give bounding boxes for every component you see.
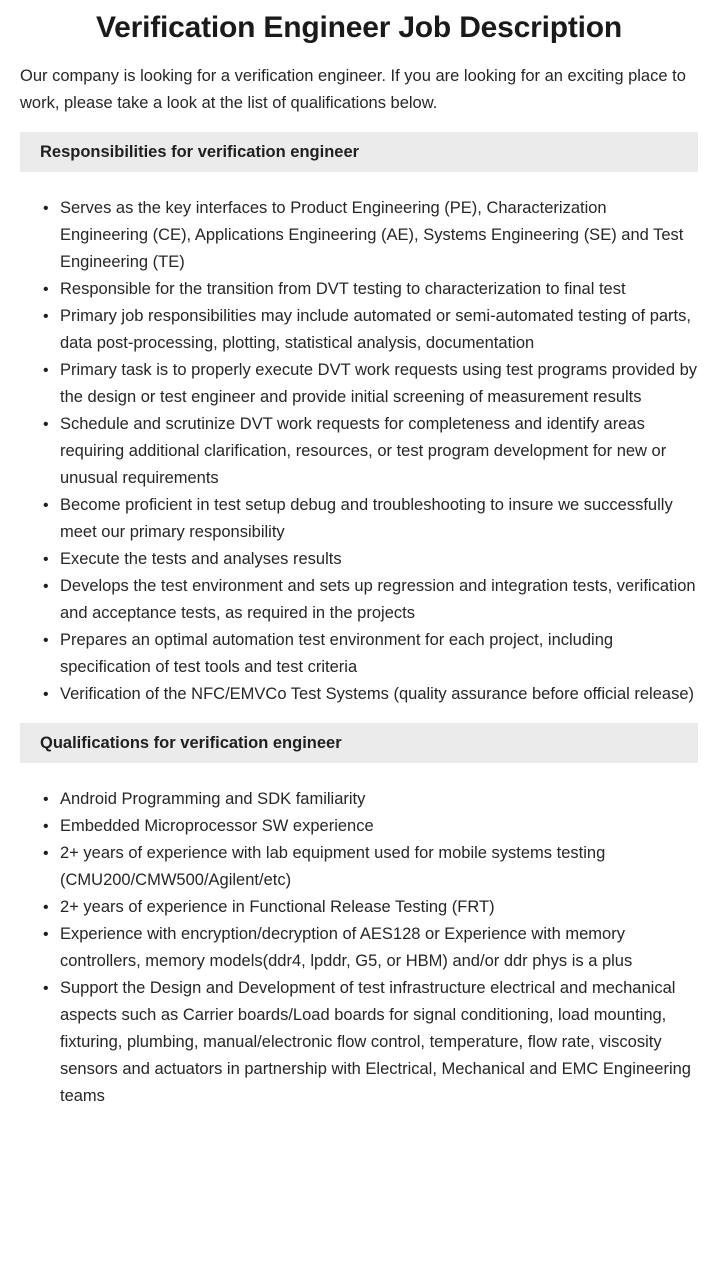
section-responsibilities bbox=[20, 132, 698, 708]
list-item: • Serves as the key interfaces to Product Engineering (PE), Characterization Engineering (CE), Applications Engineering (AE), Systems Engineering (SE) and Test Engineering (TE) bbox=[60, 195, 698, 276]
list-item: • 2+ years of experience with lab equipment used for mobile systems testing (CMU200/CMW500/Agilent/etc) bbox=[60, 840, 698, 894]
list-item: • Responsible for the transition from DVT testing to characterization to final test bbox=[60, 276, 698, 303]
list-item: • Support the Design and Development of test infrastructure electrical and mechanical aspects such as Carrier boards/Load boards for signal conditioning, load mounting, fixturing, plumbing, manual/electronic flow control, temperature, flow rate, viscosity sensors and actuators in partnership with Electrical, Mechanical and EMC Engineering teams bbox=[60, 975, 698, 1110]
list-item: • Verification of the NFC/EMVCo Test Systems (quality assurance before official release) bbox=[60, 681, 698, 708]
section-qualifications bbox=[20, 723, 698, 1110]
list-item: • Primary task is to properly execute DVT work requests using test programs provided by the design or test engineer and provide initial screening of measurement results bbox=[60, 357, 698, 411]
list-item: • Schedule and scrutinize DVT work requests for completeness and identify areas requiring additional clarification, resources, or test program development for new or unusual requirements bbox=[60, 411, 698, 492]
list-item: • Develops the test environment and sets up regression and integration tests, verification and acceptance tests, as required in the projects bbox=[60, 573, 698, 627]
list-item: • Experience with encryption/decryption of AES128 or Experience with memory controllers, memory models(ddr4, lpddr, G5, or HBM) and/or ddr phys is a plus bbox=[60, 921, 698, 975]
qualifications-list bbox=[20, 786, 698, 1110]
section-header-qualifications: Qualifications for verification engineer bbox=[20, 723, 698, 763]
section-header-responsibilities: Responsibilities for verification engineer bbox=[20, 132, 698, 172]
list-item: • Primary job responsibilities may include automated or semi-automated testing of parts, data post-processing, plotting, statistical analysis, documentation bbox=[60, 303, 698, 357]
intro-paragraph: Our company is looking for a verification engineer. If you are looking for an exciting place to work, please take a look at the list of qualifications below. bbox=[20, 67, 686, 112]
list-item: • Prepares an optimal automation test environment for each project, including specification of test tools and test criteria bbox=[60, 627, 698, 681]
responsibilities-list bbox=[20, 195, 698, 708]
list-item: • Android Programming and SDK familiarity bbox=[60, 786, 698, 813]
list-item: • Become proficient in test setup debug and troubleshooting to insure we successfully meet our primary responsibility bbox=[60, 492, 698, 546]
list-item: • 2+ years of experience in Functional Release Testing (FRT) bbox=[60, 894, 698, 921]
list-item: • Execute the tests and analyses results bbox=[60, 546, 698, 573]
page-title: Verification Engineer Job Description bbox=[95, 11, 623, 44]
list-item: • Embedded Microprocessor SW experience bbox=[60, 813, 698, 840]
